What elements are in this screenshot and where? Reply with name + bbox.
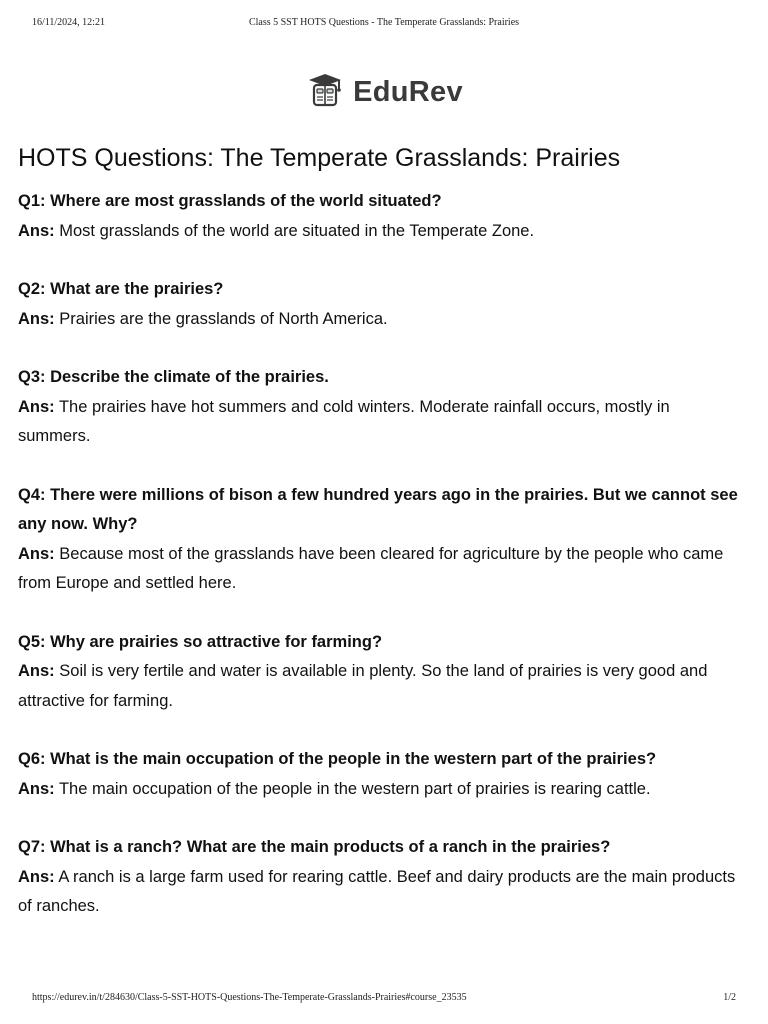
question: Q5: Why are prairies so attractive for farming? xyxy=(18,632,383,651)
page-url: https://edurev.in/t/284630/Class-5-SST-HOTS-Questions-The-Temperate-Grasslands-Prairies#course_23535 xyxy=(32,992,467,1003)
answer-label: Ans: xyxy=(18,867,55,886)
answer-label: Ans: xyxy=(18,662,55,680)
print-header xyxy=(32,17,736,31)
answer-text: Prairies are the grasslands of North America. xyxy=(59,309,388,328)
answer-label: Ans: xyxy=(18,397,55,416)
answer-text: Most grasslands of the world are situated in the Temperate Zone. xyxy=(59,221,535,240)
edurev-logo[interactable] xyxy=(0,72,768,112)
answer-text: Soil is very fertile and water is available in plenty. So the land of prairies is very good and attractive for farming. xyxy=(18,662,708,710)
question: Q3: Describe the climate of the prairies. xyxy=(18,368,329,386)
print-footer xyxy=(32,992,736,1006)
answer xyxy=(18,775,740,805)
answer-label: Ans: xyxy=(18,221,55,240)
logo-text: EduRev xyxy=(353,75,463,108)
answer xyxy=(18,305,740,335)
answer-text: The prairies have hot summers and cold winters. Moderate rainfall occurs, mostly in summers. xyxy=(18,397,670,445)
answer-text: Because most of the grasslands have been cleared for agriculture by the people who came from Europe and settled here. xyxy=(18,544,724,592)
qa-item-7 xyxy=(18,833,740,922)
page-number: 1/2 xyxy=(723,992,736,1003)
question: Q6: What is the main occupation of the people in the western part of the prairies? xyxy=(18,750,657,768)
qa-item-5 xyxy=(18,628,740,717)
question: Q1: Where are most grasslands of the world situated? xyxy=(18,192,442,210)
answer xyxy=(18,657,740,716)
print-date: 16/11/2024, 12:21 xyxy=(32,17,105,28)
answer xyxy=(18,863,740,922)
print-document-title: Class 5 SST HOTS Questions - The Temperate Grasslands: Prairies xyxy=(248,17,520,28)
answer-text: The main occupation of the people in the western part of prairies is rearing cattle. xyxy=(58,779,651,798)
qa-item-1 xyxy=(18,187,740,246)
qa-item-3 xyxy=(18,363,740,452)
answer xyxy=(18,393,740,452)
graduation-cap-book-icon xyxy=(305,71,345,114)
answer-label: Ans: xyxy=(18,309,55,328)
question: Q4: There were millions of bison a few hundred years ago in the prairies. But we cannot see any now. Why? xyxy=(18,485,738,533)
answer-label: Ans: xyxy=(18,779,55,798)
answer-label: Ans: xyxy=(18,544,55,563)
question: Q2: What are the prairies? xyxy=(18,280,224,298)
qa-item-6 xyxy=(18,745,740,804)
qa-item-2 xyxy=(18,275,740,334)
page-title: HOTS Questions: The Temperate Grasslands: Prairies xyxy=(18,144,621,172)
answer xyxy=(18,540,740,599)
answer xyxy=(18,217,740,247)
question: Q7: What is a ranch? What are the main products of a ranch in the prairies? xyxy=(18,838,611,856)
qa-list xyxy=(18,187,740,951)
answer-text: A ranch is a large farm used for rearing cattle. Beef and dairy products are the main products of ranches. xyxy=(18,867,736,915)
qa-item-4 xyxy=(18,481,740,599)
